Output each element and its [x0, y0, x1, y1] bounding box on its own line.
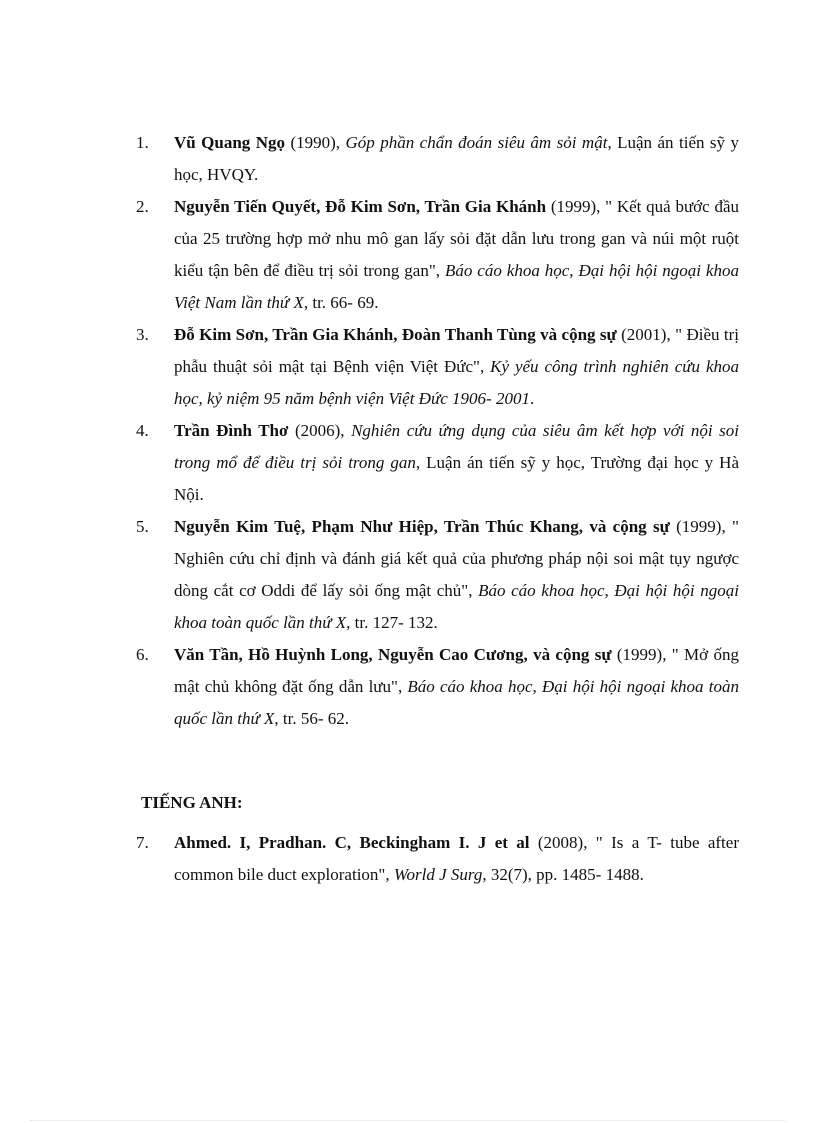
reference-title: Kỷ yếu công trình nghiên cứu khoa học, kỷ niệm 95 năm bệnh viện Việt Đức 1906- 2001 — [174, 357, 739, 408]
reference-authors: Ahmed. I, Pradhan. C, Beckingham I. J et al — [174, 833, 530, 852]
reference-item — [136, 511, 739, 639]
reference-year: (2006), — [288, 421, 352, 440]
reference-title: Báo cáo khoa học, Đại hội hội ngoại khoa toàn quốc lần thứ X — [174, 581, 739, 632]
reference-details: , Luận án tiến sỹ y học, HVQY. — [174, 133, 739, 184]
reference-title: Góp phần chẩn đoán siêu âm sỏi mật — [345, 133, 608, 152]
reference-details: , tr. 127- 132. — [346, 613, 438, 632]
reference-details: , tr. 56- 62. — [274, 709, 350, 728]
section-heading-english: TIẾNG ANH: — [141, 793, 243, 812]
reference-authors: Đỗ Kim Sơn, Trần Gia Khánh, Đoàn Thanh Tùng và cộng sự — [174, 325, 617, 344]
reference-item — [136, 319, 739, 415]
reference-year: (1999), " Nghiên cứu chỉ định và đánh giá kết quả của phương pháp nội soi mật tụy ngược dòng cắt cơ Oddi để lấy sỏi ống mật chủ", — [174, 517, 739, 600]
reference-details: , 32(7), pp. 1485- 1488. — [482, 865, 644, 884]
reference-number: 3. — [136, 325, 149, 344]
reference-details: . — [529, 389, 535, 408]
reference-item — [136, 191, 739, 319]
reference-authors: Nguyễn Kim Tuệ, Phạm Như Hiệp, Trần Thúc Khang, và cộng sự — [174, 517, 670, 536]
reference-number: 2. — [136, 197, 149, 216]
page-bottom-divider — [30, 1120, 786, 1121]
vietnamese-reference-list — [0, 127, 816, 735]
reference-year: (1999), " Mở ống mật chủ không đặt ống dẫn lưu", — [174, 645, 739, 696]
reference-item — [136, 827, 739, 891]
reference-title: Nghiên cứu ứng dụng của siêu âm kết hợp với nội soi trong mổ để điều trị sỏi trong gan — [174, 421, 739, 472]
reference-number: 4. — [136, 421, 149, 440]
reference-authors: Văn Tần, Hồ Huỳnh Long, Nguyễn Cao Cương, và cộng sự — [174, 645, 612, 664]
reference-year: (2008), " Is a T- tube after common bile duct exploration", — [174, 833, 739, 884]
english-reference-list — [0, 827, 816, 891]
reference-journal: World J Surg — [393, 865, 483, 884]
reference-number: 1. — [136, 133, 149, 152]
reference-item — [136, 639, 739, 735]
reference-authors: Vũ Quang Ngọ — [174, 133, 286, 152]
reference-title: Báo cáo khoa học, Đại hội hội ngoại khoa Việt Nam lần thứ X — [174, 261, 739, 312]
reference-details: , tr. 66- 69. — [303, 293, 379, 312]
reference-authors: Trần Đình Thơ — [174, 421, 289, 440]
reference-item — [136, 127, 739, 191]
reference-year: (2001), " Điều trị phẫu thuật sỏi mật tại Bệnh viện Việt Đức", — [174, 325, 739, 376]
reference-details: , Luận án tiến sỹ y học, Trường đại học y Hà Nội. — [174, 453, 739, 504]
reference-item — [136, 415, 739, 511]
reference-number: 6. — [136, 645, 149, 664]
reference-year: (1999), " Kết quả bước đầu của 25 trường hợp mở nhu mô gan lấy sỏi đặt dẫn lưu trong gan và núi một ruột kiểu tận bên để điều trị sỏi trong gan", — [174, 197, 739, 280]
reference-year: (1990), — [285, 133, 346, 152]
reference-number: 5. — [136, 517, 149, 536]
reference-title: Báo cáo khoa học, Đại hội hội ngoại khoa toàn quốc lần thứ X — [174, 677, 739, 728]
reference-number: 7. — [136, 833, 149, 852]
reference-authors: Nguyễn Tiến Quyết, Đỗ Kim Sơn, Trần Gia Khánh — [174, 197, 547, 216]
